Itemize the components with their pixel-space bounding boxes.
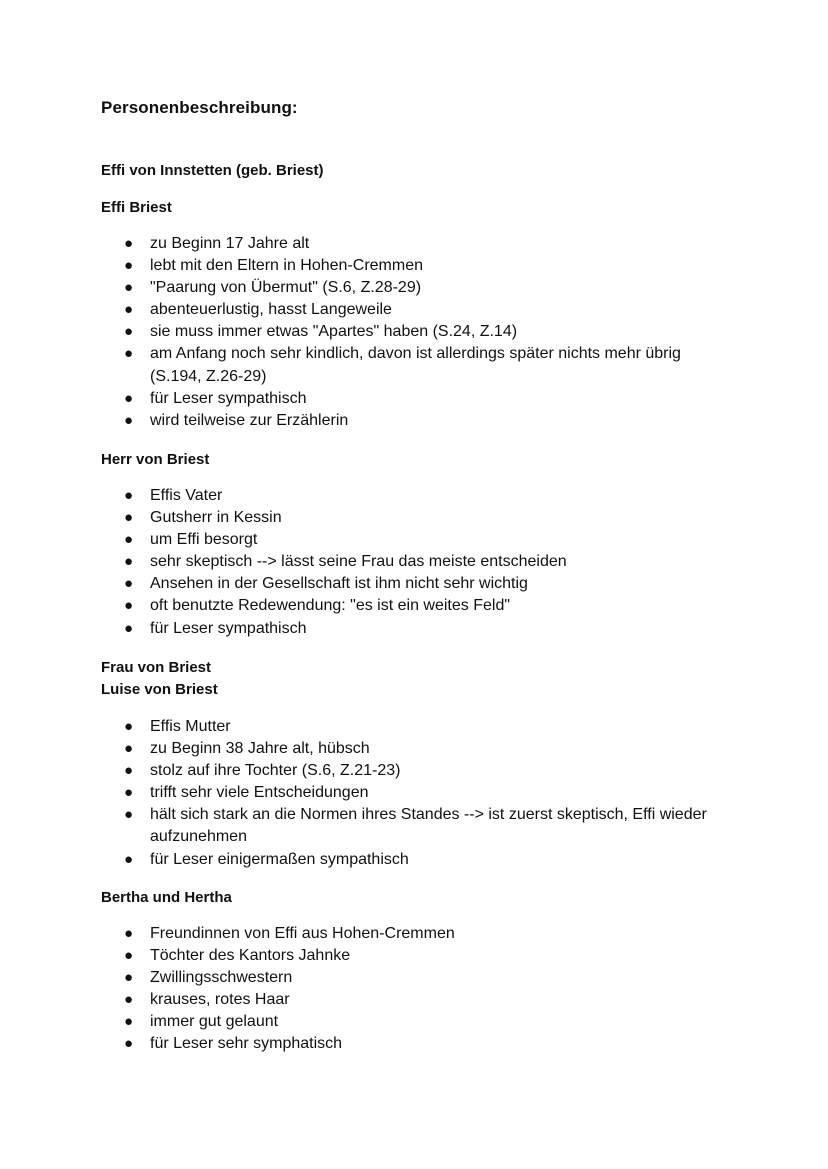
bullet-icon: ●	[124, 762, 134, 780]
list-item-text: oft benutzte Redewendung: "es ist ein weites Feld"	[150, 597, 511, 615]
list-item	[124, 923, 724, 945]
list-item-text: krauses, rotes Haar	[150, 991, 290, 1009]
bullet-icon: ●	[124, 279, 134, 297]
list-item-text: zu Beginn 38 Jahre alt, hübsch	[150, 740, 370, 758]
heading-bertha-und-hertha: Bertha und Hertha	[101, 889, 232, 906]
list-item-text: abenteuerlustig, hasst Langeweile	[150, 301, 392, 319]
list-item-text: für Leser sympathisch	[150, 619, 307, 637]
bullet-icon: ●	[124, 947, 134, 965]
list-item	[124, 529, 724, 551]
bullet-icon: ●	[124, 1013, 134, 1031]
heading-effi-von-innstetten: Effi von Innstetten (geb. Briest)	[101, 162, 324, 179]
list-item	[124, 233, 724, 255]
bullet-icon: ●	[124, 718, 134, 735]
list-item-text: trifft sehr viele Entscheidungen	[150, 784, 369, 802]
bullet-icon: ●	[124, 991, 134, 1009]
bullet-icon: ●	[124, 784, 134, 802]
list-item	[124, 804, 724, 848]
list-item	[124, 618, 724, 640]
list-item	[124, 573, 724, 595]
bullet-list-herr-von-briest	[124, 485, 724, 640]
list-item	[124, 738, 724, 760]
list-item-text: hält sich stark an die Normen ihres Standes --> ist zuerst skeptisch, Effi wieder aufzunehmen	[150, 806, 707, 846]
list-item	[124, 945, 724, 967]
list-item-text: Ansehen in der Gesellschaft ist ihm nicht sehr wichtig	[150, 575, 528, 593]
bullet-icon: ●	[124, 257, 134, 275]
bullet-icon: ●	[124, 235, 134, 252]
list-item-text: immer gut gelaunt	[150, 1013, 279, 1031]
heading-effi-briest: Effi Briest	[101, 199, 172, 216]
bullet-icon: ●	[124, 487, 134, 504]
list-item-text: Gutsherr in Kessin	[150, 509, 282, 527]
bullet-icon: ●	[124, 411, 134, 429]
page-title: Personenbeschreibung:	[101, 98, 298, 117]
bullet-icon: ●	[124, 597, 134, 615]
heading-luise-von-briest: Luise von Briest	[101, 681, 218, 698]
bullet-icon: ●	[124, 806, 134, 824]
list-item-text: um Effi besorgt	[150, 531, 258, 549]
list-item-text: Freundinnen von Effi aus Hohen-Cremmen	[150, 925, 455, 942]
bullet-list-effi-briest	[124, 233, 724, 432]
list-item-text: Effis Mutter	[150, 718, 231, 735]
bullet-icon: ●	[124, 740, 134, 758]
list-item-text: für Leser sympathisch	[150, 389, 307, 407]
bullet-list-bertha-und-hertha	[124, 923, 724, 1056]
list-item-text: stolz auf ihre Tochter (S.6, Z.21-23)	[150, 762, 401, 780]
bullet-icon: ●	[124, 619, 134, 637]
heading-frau-von-briest: Frau von Briest	[101, 659, 212, 676]
list-item	[124, 485, 724, 507]
bullet-icon: ●	[124, 1035, 134, 1053]
list-item	[124, 849, 724, 871]
list-item-text: wird teilweise zur Erzählerin	[150, 411, 349, 429]
list-item-text: sehr skeptisch --> lässt seine Frau das meiste entscheiden	[150, 553, 567, 571]
list-item	[124, 1033, 724, 1055]
bullet-icon: ●	[124, 301, 134, 319]
bullet-icon: ●	[124, 969, 134, 987]
bullet-icon: ●	[124, 509, 134, 527]
list-item	[124, 967, 724, 989]
bullet-icon: ●	[124, 345, 134, 363]
list-item-text: zu Beginn 17 Jahre alt	[150, 235, 310, 252]
list-item	[124, 782, 724, 804]
list-item-text: Effis Vater	[150, 487, 223, 504]
list-item-text: für Leser sehr symphatisch	[150, 1035, 343, 1053]
list-item	[124, 507, 724, 529]
bullet-icon: ●	[124, 531, 134, 549]
list-item-text: am Anfang noch sehr kindlich, davon ist allerdings später nichts mehr übrig (S.194, Z.26-29)	[150, 345, 681, 385]
list-item	[124, 716, 724, 738]
list-item-text: sie muss immer etwas "Apartes" haben (S.24, Z.14)	[150, 323, 518, 341]
bullet-icon: ●	[124, 850, 134, 868]
list-item-text: Zwillingsschwestern	[150, 969, 293, 987]
list-item	[124, 277, 724, 299]
list-item	[124, 595, 724, 617]
list-item	[124, 343, 724, 387]
list-item	[124, 551, 724, 573]
list-item	[124, 299, 724, 321]
bullet-icon: ●	[124, 553, 134, 571]
list-item	[124, 388, 724, 410]
bullet-icon: ●	[124, 389, 134, 407]
list-item	[124, 989, 724, 1011]
bullet-list-frau-von-briest	[124, 716, 724, 871]
list-item-text: Töchter des Kantors Jahnke	[150, 947, 351, 965]
list-item-text: lebt mit den Eltern in Hohen-Cremmen	[150, 257, 424, 275]
list-item	[124, 760, 724, 782]
list-item-text: "Paarung von Übermut" (S.6, Z.28-29)	[150, 279, 422, 297]
heading-herr-von-briest: Herr von Briest	[101, 451, 210, 468]
bullet-icon: ●	[124, 323, 134, 341]
list-item-text: für Leser einigermaßen sympathisch	[150, 850, 409, 868]
bullet-icon: ●	[124, 925, 134, 942]
list-item	[124, 1011, 724, 1033]
list-item	[124, 410, 724, 432]
list-item	[124, 321, 724, 343]
bullet-icon: ●	[124, 575, 134, 593]
list-item	[124, 255, 724, 277]
